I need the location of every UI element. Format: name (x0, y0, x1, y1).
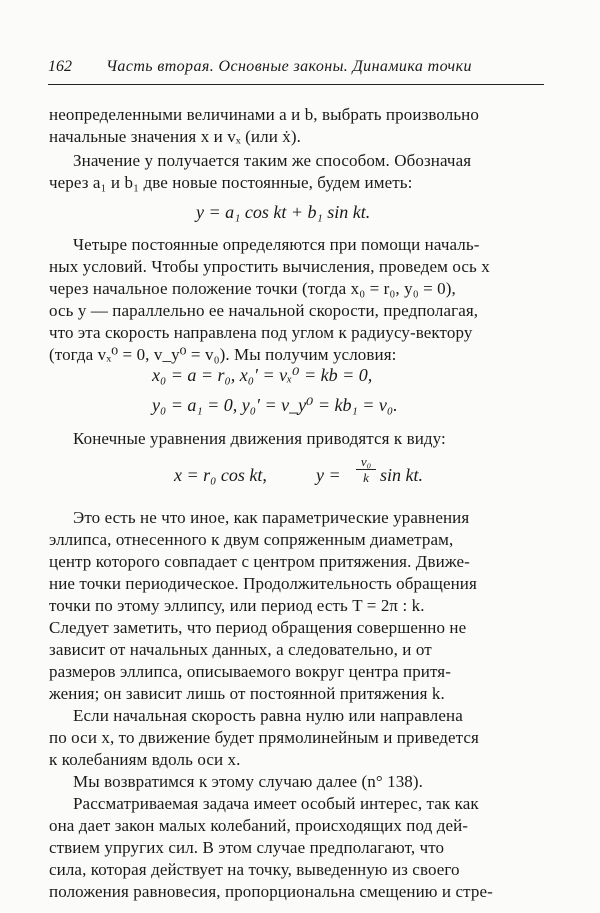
text-line: начальные значения x и vₓ (или ẋ). (49, 127, 301, 146)
text-line: через a₁ и b₁ две новые постоянные, будем иметь: (49, 173, 413, 192)
text-line: к колебаниям вдоль оси x. (49, 750, 241, 769)
running-title: Часть вторая. Основные законы. Динамика точки (106, 58, 472, 75)
text-line: Это есть не что иное, как параметрические уравнения (73, 508, 470, 527)
paragraph-5 (49, 507, 545, 705)
text-line: ось y — параллельно ее начальной скорости, предполагая, (49, 301, 479, 320)
text-line: Четыре постоянные определяются при помощи началь- (73, 235, 480, 254)
formula-conditions-y: y₀ = a₁ = 0, y₀′ = v_y⁰ = kb₁ = v₀. (152, 395, 398, 415)
text-line: Конечные уравнения движения приводятся к виду: (73, 429, 446, 448)
motion-y-denominator: k (363, 470, 369, 485)
text-line: зависит от начальных данных, а следовательно, и от (49, 640, 432, 659)
text-line: ных условий. Чтобы упростить вычисления, проведем ось x (49, 257, 490, 276)
text-line: Если начальная скорость равна нулю или направлена (73, 706, 463, 725)
paragraph-8 (49, 793, 545, 903)
text-line: через начальное положение точки (тогда x₀ = r₀, y₀ = 0), (49, 279, 456, 298)
text-line: центр которого совпадает с центром притяжения. Движе- (49, 552, 470, 571)
text-line: ние точки периодическое. Продолжительность обращения (49, 574, 477, 593)
paragraph-2 (49, 150, 545, 194)
motion-y-numerator: v₀ (356, 455, 376, 470)
text-line: жения; он зависит лишь от постоянной притяжения k. (49, 684, 445, 703)
running-header (48, 58, 544, 84)
motion-y-left: y = (316, 465, 341, 485)
paragraph-3 (49, 234, 545, 366)
formula-conditions-x: x₀ = a = r₀, x₀′ = vₓ⁰ = kb = 0, (152, 365, 373, 385)
paragraph-1 (49, 104, 545, 148)
text-line: по оси x, то движение будет прямолинейным и приведется (49, 728, 479, 747)
text-line: она дает закон малых колебаний, происходящих под дей- (49, 816, 469, 835)
text-line: (тогда vₓ⁰ = 0, v_y⁰ = v₀). Мы получим условия: (49, 345, 397, 364)
formula-y: y = a₁ cos kt + b₁ sin kt. (196, 202, 371, 222)
text-line: Мы возвратимся к этому случаю далее (n° 138). (73, 772, 424, 791)
text-line: неопределенными величинами a и b, выбрать произвольно (49, 105, 479, 124)
text-line: размеров эллипса, описываемого вокруг центра притя- (49, 662, 451, 681)
header-rule (48, 84, 544, 85)
text-line: Рассматриваемая задача имеет особый интерес, так как (73, 794, 479, 813)
motion-y-fraction (356, 455, 376, 485)
page-number: 162 (48, 58, 72, 75)
paragraph-6 (49, 705, 545, 771)
text-line: эллипса, отнесенного к двум сопряженным диаметрам, (49, 530, 454, 549)
text-line: ствием упругих сил. В этом случае предполагают, что (49, 838, 445, 857)
motion-y-right: sin kt. (380, 465, 423, 485)
text-line: сила, которая действует на точку, выведенную из своего (49, 860, 460, 879)
text-line: Следует заметить, что период обращения совершенно не (49, 618, 467, 637)
text-line: Значение y получается таким же способом. Обозначая (73, 151, 472, 170)
paragraph-4 (49, 428, 545, 450)
formula-motion-x: x = r₀ cos kt, (174, 465, 267, 485)
paragraph-7 (49, 771, 545, 793)
text-line: что эта скорость направлена под углом к радиусу-вектору (49, 323, 473, 342)
text-line: положения равновесия, пропорциональна смещению и стре- (49, 882, 493, 901)
text-line: точки по этому эллипсу, или период есть T = 2π : k. (49, 596, 425, 615)
